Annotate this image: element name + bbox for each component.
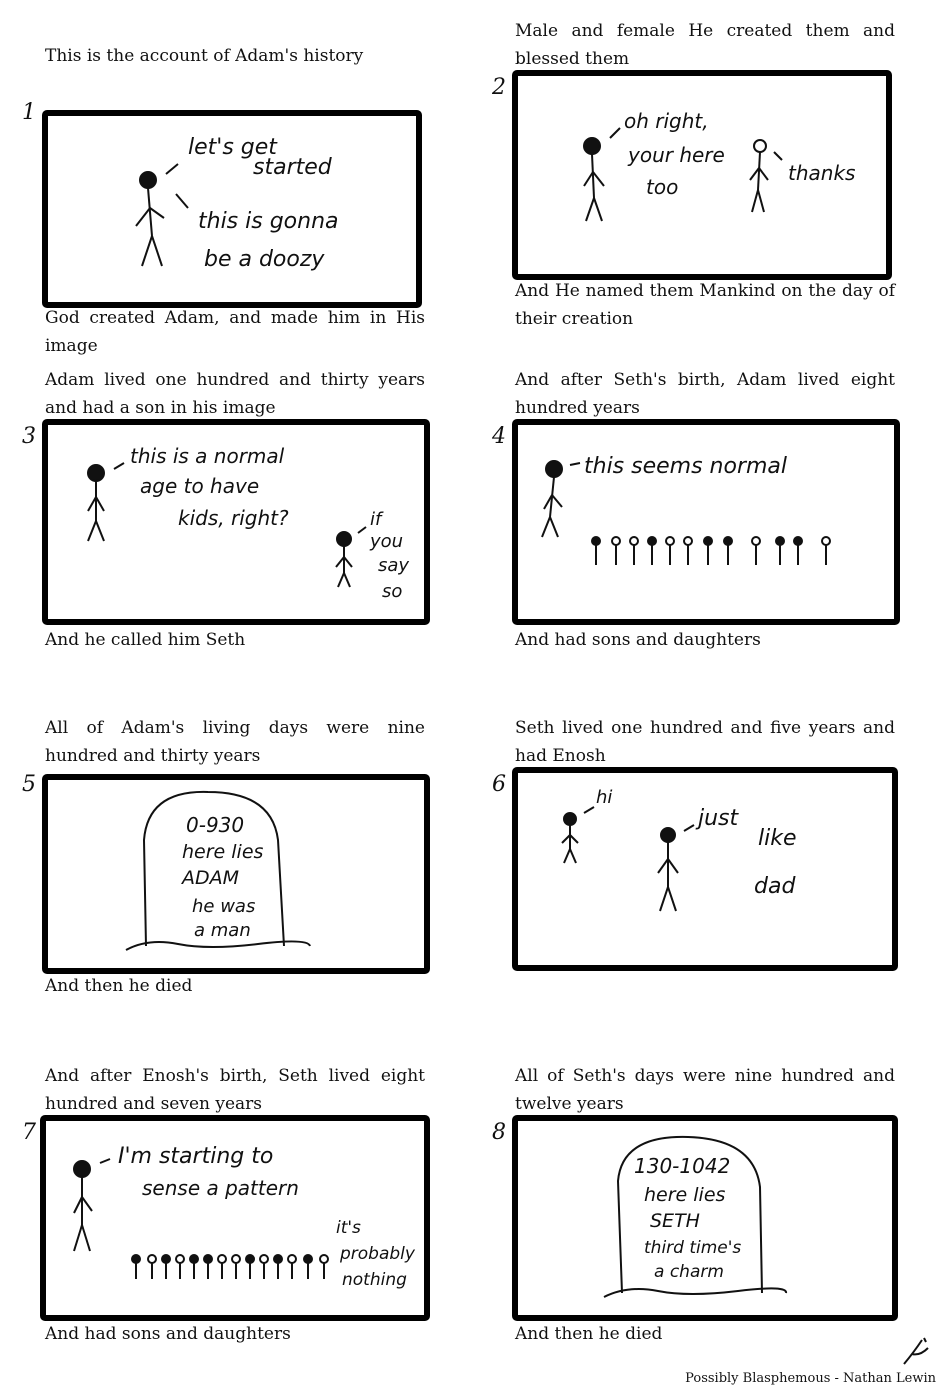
- speech-text: so: [382, 581, 403, 602]
- panel-cell-3: [0, 364, 430, 704]
- comic-panel: [512, 419, 900, 625]
- speech-text: thanks: [788, 161, 856, 185]
- signature: Possibly Blasphemous - Nathan Lewin: [685, 1371, 936, 1386]
- caption-top: Seth lived one hundred and five years and had Enosh: [515, 718, 895, 766]
- panel-drawing: [48, 425, 424, 619]
- tombstone-text: third time's: [644, 1238, 742, 1258]
- caption-bottom: And He named them Mankind on the day of their creation: [515, 281, 895, 329]
- signature-scribble-icon: [900, 1334, 932, 1368]
- panel-cell-8: [470, 1060, 900, 1400]
- tombstone-text: here lies: [182, 841, 264, 863]
- panel-number: 1: [22, 100, 36, 125]
- speech-text: say: [378, 555, 410, 576]
- speech-text: nothing: [342, 1270, 407, 1290]
- stick-figure-eve: [750, 140, 782, 212]
- panel-number: 3: [22, 424, 36, 449]
- stick-figure-enosh: [562, 807, 594, 863]
- panel-drawing: [46, 1121, 424, 1315]
- ground-line: [604, 1288, 786, 1297]
- comic-panel: [42, 110, 422, 308]
- panel-number: 5: [22, 772, 36, 797]
- stick-figure-adam: [584, 128, 620, 221]
- panel-drawing: [48, 116, 416, 302]
- comic-panel: [40, 1115, 430, 1321]
- panel-number: 6: [492, 772, 506, 797]
- caption-top: All of Seth's days were nine hundred and twelve years: [515, 1066, 895, 1114]
- caption-top: And after Seth's birth, Adam lived eight hundred years: [515, 370, 895, 418]
- tombstone-text: ADAM: [182, 867, 240, 889]
- caption-bottom: God created Adam, and made him in His image: [45, 308, 425, 356]
- stick-figure-adam: [88, 463, 124, 541]
- panel-cell-7: [0, 1060, 430, 1400]
- caption-bottom: And had sons and daughters: [515, 630, 761, 650]
- caption-top: Male and female He created them and blessed them: [515, 21, 895, 69]
- comic-panel: [512, 1115, 898, 1321]
- speech-text: started: [253, 155, 332, 180]
- children-row: [592, 537, 830, 565]
- speech-text: too: [646, 175, 679, 199]
- children-row: [132, 1255, 328, 1279]
- caption-bottom: And then he died: [515, 1324, 663, 1344]
- speech-text: it's: [336, 1218, 361, 1238]
- panel-drawing: [518, 1121, 892, 1315]
- panel-cell-5: [0, 712, 430, 1052]
- speech-text: this is a normal: [130, 444, 285, 468]
- speech-text: this seems normal: [584, 454, 788, 479]
- comic-panel: [512, 70, 892, 280]
- panel-cell-1: [0, 40, 430, 380]
- speech-text: your here: [628, 143, 725, 167]
- caption-bottom: And he called him Seth: [45, 630, 246, 650]
- speech-text: like: [758, 826, 797, 851]
- panel-drawing: [518, 425, 894, 619]
- stick-figure-seth: [74, 1159, 110, 1251]
- stick-figure-seth: [336, 527, 366, 587]
- speech-text: dad: [754, 874, 796, 899]
- caption-top: And after Enosh's birth, Seth lived eight hundred and seven years: [45, 1066, 425, 1114]
- speech-text: kids, right?: [178, 506, 289, 530]
- speech-text: sense a pattern: [142, 1176, 299, 1200]
- tombstone-text: SETH: [650, 1210, 700, 1232]
- caption-top: This is the account of Adam's history: [45, 46, 364, 66]
- caption-bottom: And had sons and daughters: [45, 1324, 291, 1344]
- speech-text: this is gonna: [198, 209, 339, 234]
- speech-text: if: [370, 509, 382, 530]
- comic-panel: [512, 767, 898, 971]
- panel-number: 7: [22, 1120, 36, 1145]
- panel-drawing: [518, 773, 892, 965]
- speech-text: probably: [340, 1244, 415, 1264]
- tombstone-text: a man: [194, 920, 251, 941]
- panel-cell-4: [470, 364, 900, 704]
- panel-drawing: [48, 780, 424, 968]
- panel-cell-6: [470, 712, 900, 1052]
- stick-figure-adam: [542, 461, 580, 537]
- stick-figure-adam: [136, 164, 188, 266]
- caption-bottom: And then he died: [45, 976, 193, 996]
- caption-top: All of Adam's living days were nine hundred and thirty years: [45, 718, 425, 766]
- panel-drawing: [518, 76, 886, 274]
- comic-panel: [42, 774, 430, 974]
- speech-text: I'm starting to: [118, 1144, 274, 1169]
- ground-line: [126, 941, 310, 950]
- speech-text: hi: [596, 787, 613, 808]
- tombstone-text: 0-930: [186, 813, 245, 837]
- speech-text: just: [698, 806, 739, 831]
- speech-text: let's get: [188, 135, 277, 160]
- stick-figure-seth: [658, 825, 694, 911]
- tombstone-text: he was: [192, 896, 256, 917]
- panel-cell-2: [470, 15, 900, 355]
- speech-text: oh right,: [624, 109, 709, 133]
- speech-text: age to have: [140, 474, 260, 498]
- speech-text: you: [370, 531, 404, 552]
- comic-panel: [42, 419, 430, 625]
- panel-number: 2: [492, 75, 506, 100]
- panel-number: 8: [492, 1120, 506, 1145]
- tombstone-text: a charm: [654, 1262, 724, 1282]
- caption-top: Adam lived one hundred and thirty years and had a son in his image: [45, 370, 425, 418]
- panel-number: 4: [492, 424, 506, 449]
- speech-text: be a doozy: [204, 247, 325, 272]
- tombstone-text: here lies: [644, 1184, 726, 1206]
- tombstone-text: 130-1042: [634, 1154, 731, 1178]
